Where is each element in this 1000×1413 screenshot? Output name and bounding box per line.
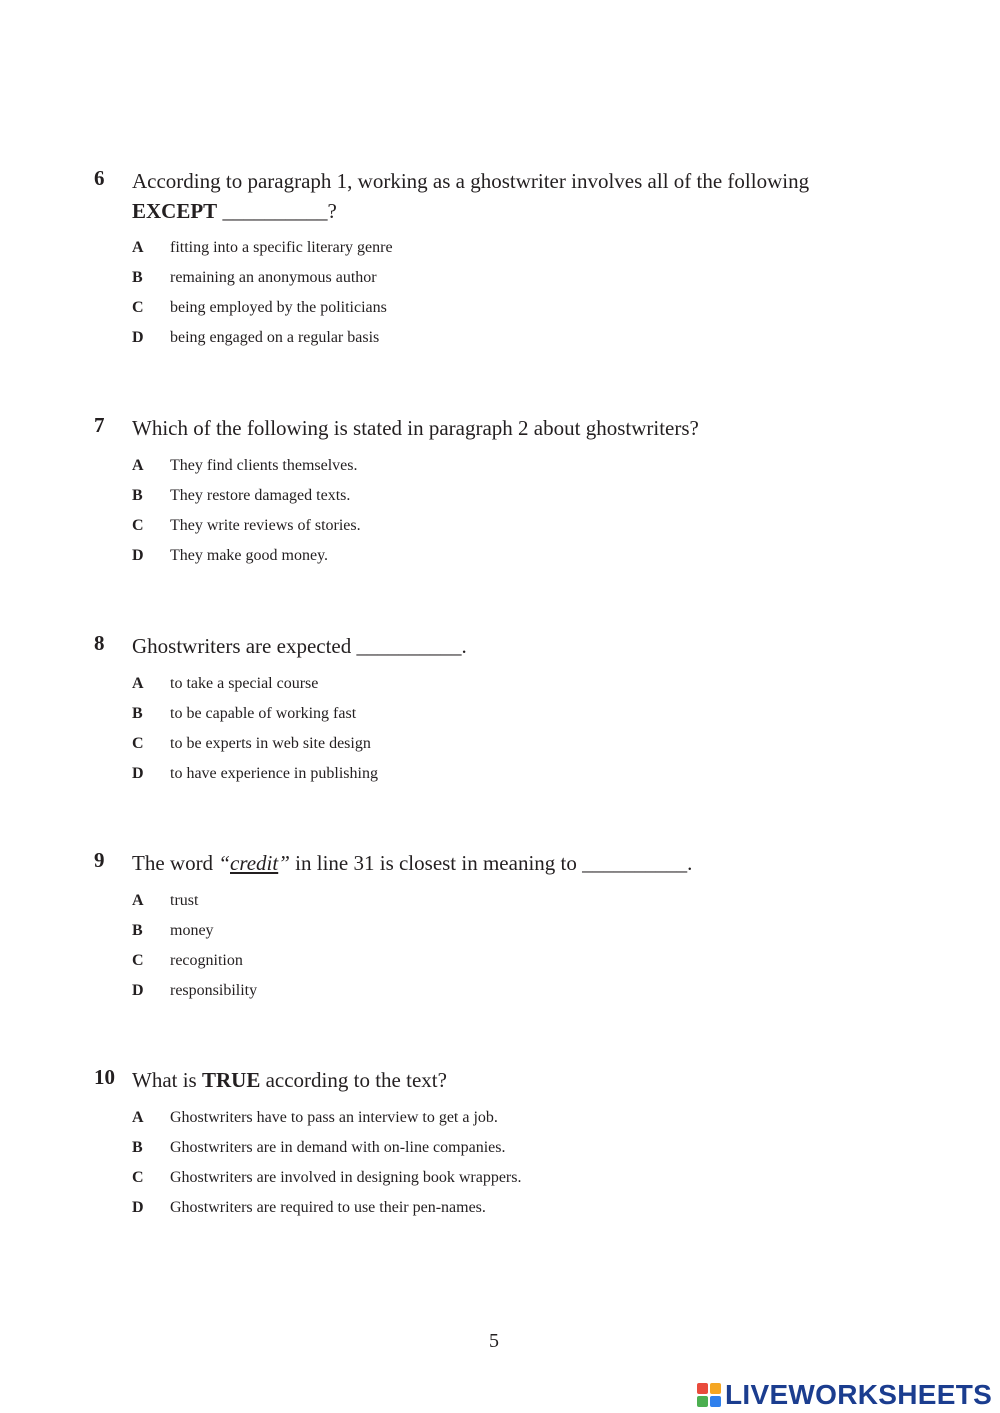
question-text-end: in line 31 is closest in meaning to __________. <box>289 851 693 875</box>
option-10b[interactable] <box>0 1133 1000 1163</box>
logo-square-green <box>697 1396 708 1407</box>
option-7c[interactable] <box>0 511 1000 541</box>
option-text: Ghostwriters have to pass an interview to get a job. <box>170 1109 498 1126</box>
option-6a[interactable] <box>0 233 1000 263</box>
option-text: remaining an anonymous author <box>170 269 377 286</box>
logo-square-orange <box>710 1383 721 1394</box>
option-letter: D <box>132 1199 144 1216</box>
option-7d[interactable] <box>0 541 1000 571</box>
option-text: being employed by the politicians <box>170 299 387 316</box>
logo-text: LIVEWORKSHEETS <box>725 1379 993 1410</box>
option-text: recognition <box>170 952 243 969</box>
option-text: to be experts in web site design <box>170 735 371 752</box>
option-7b[interactable] <box>0 481 1000 511</box>
question-text-start: What is <box>132 1068 202 1092</box>
keyword-credit: credit <box>230 851 279 875</box>
option-text: money <box>170 922 214 939</box>
option-letter: C <box>132 1169 144 1186</box>
option-9b[interactable] <box>0 916 1000 946</box>
option-letter: D <box>132 547 144 564</box>
option-7a[interactable] <box>0 451 1000 481</box>
question-text <box>132 166 852 226</box>
option-8c[interactable] <box>0 729 1000 759</box>
quote-open: “ <box>218 851 230 875</box>
option-letter: A <box>132 892 144 909</box>
question-number: 9 <box>94 848 105 872</box>
option-text: Ghostwriters are in demand with on-line companies. <box>170 1139 506 1156</box>
option-letter: A <box>132 239 144 256</box>
option-text: responsibility <box>170 982 258 999</box>
option-letter: B <box>132 269 143 286</box>
option-9d[interactable] <box>0 976 1000 1006</box>
option-letter: B <box>132 922 143 939</box>
option-text: being engaged on a regular basis <box>170 329 380 346</box>
question-number: 7 <box>94 413 105 437</box>
option-6b[interactable] <box>0 263 1000 293</box>
emphasis-true: TRUE <box>201 1068 261 1092</box>
option-letter: B <box>132 487 143 504</box>
option-letter: C <box>132 735 144 752</box>
logo-square-red <box>697 1383 708 1394</box>
question-number: 10 <box>94 1065 115 1089</box>
option-8b[interactable] <box>0 699 1000 729</box>
option-text: They restore damaged texts. <box>170 487 351 504</box>
question-number: 8 <box>94 631 105 655</box>
quote-close: ” <box>278 851 290 875</box>
option-8a[interactable] <box>0 669 1000 699</box>
option-text: trust <box>170 892 199 909</box>
option-6c[interactable] <box>0 293 1000 323</box>
quoted-keyword <box>218 851 290 875</box>
option-letter: C <box>132 517 144 534</box>
option-letter: B <box>132 705 143 722</box>
option-text: to be capable of working fast <box>170 705 357 722</box>
logo-squares-icon <box>697 1383 721 1407</box>
option-9c[interactable] <box>0 946 1000 976</box>
emphasis-except: EXCEPT <box>132 199 218 223</box>
option-letter: D <box>132 329 144 346</box>
option-letter: C <box>132 952 144 969</box>
option-letter: A <box>132 675 144 692</box>
question-text-end: according to the text? <box>260 1068 447 1092</box>
option-letter: D <box>132 982 144 999</box>
option-10d[interactable] <box>0 1193 1000 1223</box>
option-10c[interactable] <box>0 1163 1000 1193</box>
liveworksheets-logo <box>697 1379 992 1411</box>
option-text: to take a special course <box>170 675 319 692</box>
logo-square-blue <box>710 1396 721 1407</box>
question-text <box>132 848 852 878</box>
page-number: 5 <box>489 1330 499 1352</box>
option-letter: A <box>132 1109 144 1126</box>
question-text-start: According to paragraph 1, working as a ghostwriter involves all of the following <box>132 169 810 193</box>
option-10a[interactable] <box>0 1103 1000 1133</box>
question-text-start: The word <box>132 851 219 875</box>
option-text: Ghostwriters are involved in designing book wrappers. <box>170 1169 522 1186</box>
option-text: They write reviews of stories. <box>170 517 361 534</box>
option-text: Ghostwriters are required to use their pen-names. <box>170 1199 486 1216</box>
answer-blank: __________? <box>217 199 337 223</box>
option-text: They find clients themselves. <box>170 457 358 474</box>
question-number: 6 <box>94 166 105 190</box>
option-text: They make good money. <box>170 547 329 564</box>
option-9a[interactable] <box>0 886 1000 916</box>
option-letter: B <box>132 1139 143 1156</box>
option-letter: D <box>132 765 144 782</box>
question-text: Ghostwriters are expected __________. <box>132 634 467 658</box>
question-text: Which of the following is stated in paragraph 2 about ghostwriters? <box>132 416 699 440</box>
option-text: fitting into a specific literary genre <box>170 239 393 256</box>
option-letter: C <box>132 299 144 316</box>
option-text: to have experience in publishing <box>170 765 378 782</box>
question-text <box>132 1065 852 1095</box>
option-letter: A <box>132 457 144 474</box>
option-8d[interactable] <box>0 759 1000 789</box>
option-6d[interactable] <box>0 323 1000 353</box>
